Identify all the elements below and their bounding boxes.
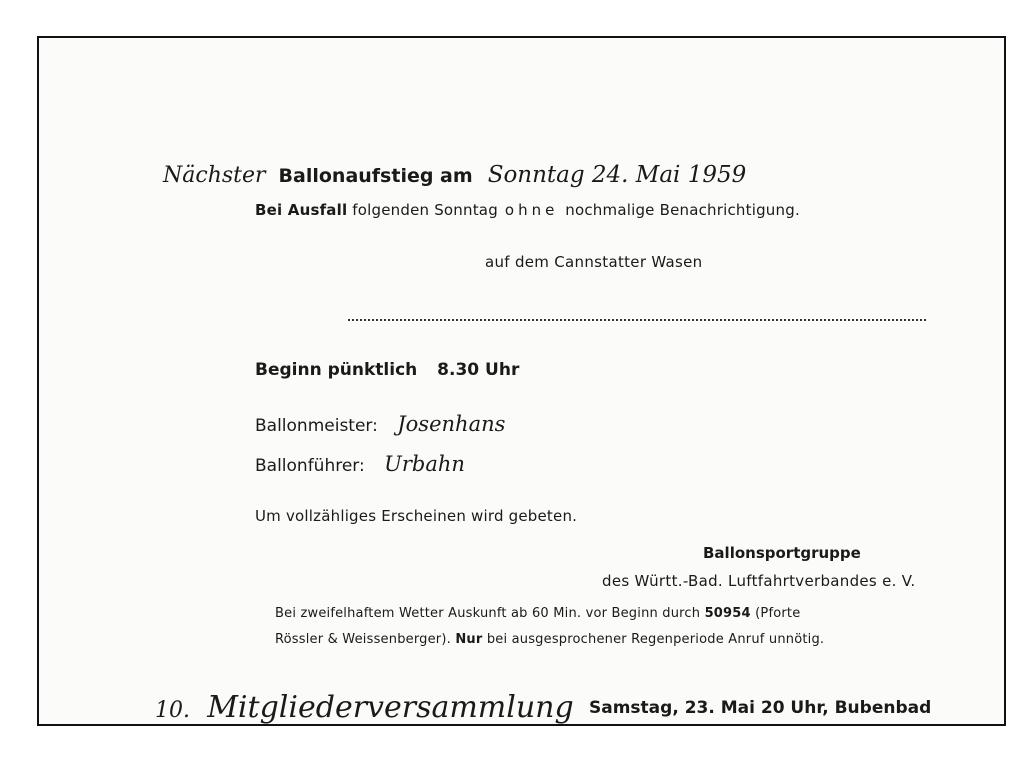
weather-note-emphasis: Nur — [455, 632, 483, 647]
balloon-master-name: Josenhans — [397, 412, 506, 436]
cancellation-tail: nochmalige Benachrichtigung. — [565, 201, 800, 219]
weather-note-contact: Rössler & Weissenberger). — [275, 632, 451, 647]
meeting-line — [155, 690, 574, 725]
start-time: 8.30 Uhr — [437, 360, 520, 380]
dotted-divider — [348, 319, 926, 321]
organization-name: Ballonsportgruppe — [703, 544, 861, 562]
balloon-master-row — [255, 412, 505, 436]
balloon-pilot-row — [255, 452, 465, 476]
announcement-event: Ballonaufstieg am — [278, 165, 473, 187]
weather-note-line-2 — [275, 632, 824, 647]
announcement-date: Sonntag 24. Mai 1959 — [487, 162, 747, 188]
announcement-lead: Nächster — [163, 163, 266, 188]
start-label: Beginn pünktlich — [255, 360, 418, 380]
weather-note-end: bei ausgesprochener Regenperiode Anruf unnötig. — [486, 632, 825, 647]
cancellation-emphasis: ohne — [504, 201, 559, 219]
meeting-title: Mitgliederversammlung — [207, 690, 574, 725]
weather-note-line-1 — [275, 606, 800, 621]
location-line: auf dem Cannstatter Wasen — [485, 253, 703, 271]
weather-note-text: Bei zweifelhaftem Wetter Auskunft ab 60 Min. vor Beginn durch — [275, 606, 701, 621]
attendance-request: Um vollzähliges Erscheinen wird gebeten. — [255, 507, 578, 525]
meeting-details: Samstag, 23. Mai 20 Uhr, Bubenbad — [589, 698, 932, 718]
cancellation-note — [255, 201, 800, 219]
cancellation-middle: folgenden Sonntag — [352, 201, 498, 219]
start-time-line — [255, 360, 519, 380]
balloon-master-label: Ballonmeister: — [255, 416, 378, 436]
announcement-line — [163, 162, 746, 188]
weather-phone-number: 50954 — [704, 606, 751, 621]
organization-full-name: des Württ.-Bad. Luftfahrtverbandes e. V. — [602, 572, 916, 590]
invitation-card — [37, 36, 1006, 726]
balloon-pilot-label: Ballonführer: — [255, 456, 365, 476]
weather-note-tail: (Pforte — [755, 606, 801, 621]
balloon-pilot-name: Urbahn — [384, 452, 465, 476]
meeting-number: 10. — [155, 698, 190, 723]
cancellation-lead: Bei Ausfall — [255, 201, 348, 219]
